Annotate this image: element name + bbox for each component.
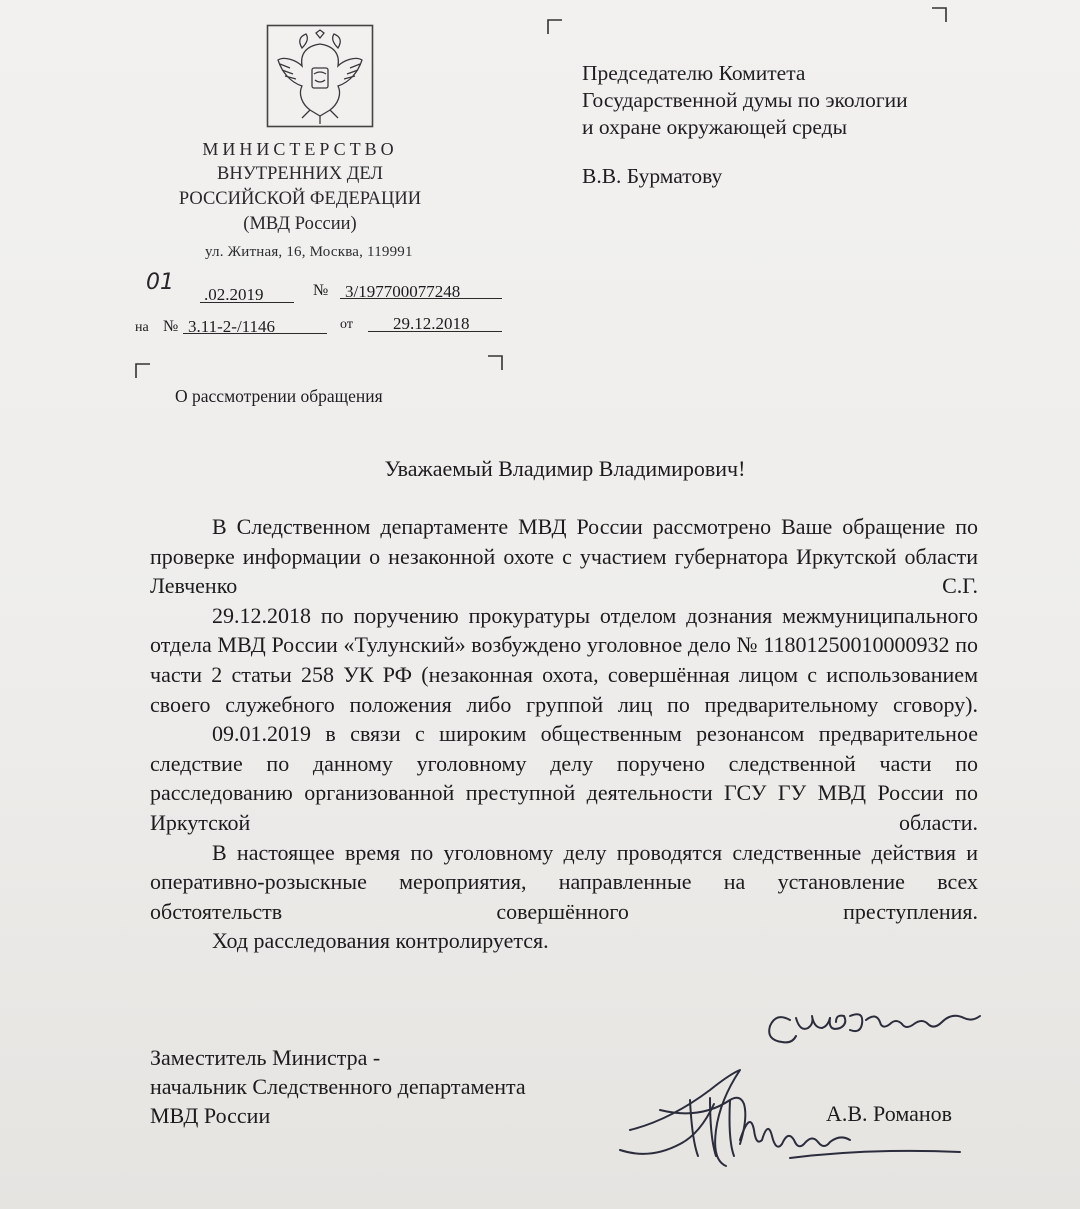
in-reply-prefix: на bbox=[135, 320, 149, 335]
ministry-line: (МВД России) bbox=[243, 214, 357, 234]
in-reply-date-underline bbox=[368, 331, 502, 332]
ministry-address: ул. Житная, 16, Москва, 119991 bbox=[205, 244, 413, 260]
corner-mark-top-right bbox=[932, 6, 948, 22]
corner-mark-subject-right bbox=[488, 354, 504, 370]
body-paragraph: 29.12.2018 по поручению прокуратуры отделом дознания межмуниципального отдела МВД России «Тулунский» возбуждено уголовное дело № 11801250010000932 по части 2 статьи 258 УК РФ (незаконная охота, совершённая лицом с использованием своего служебного положения либо группой лиц по предварительному сговору). bbox=[150, 602, 978, 717]
registration-number-underline bbox=[340, 298, 502, 299]
ministry-line: ВНУТРЕННИХ ДЕЛ bbox=[217, 164, 383, 184]
addressee-name: В.В. Бурматову bbox=[582, 164, 723, 188]
in-reply-number-sign: № bbox=[163, 318, 179, 335]
letter-body bbox=[150, 512, 978, 956]
in-reply-date: 29.12.2018 bbox=[393, 314, 470, 333]
in-reply-number: 3.11-2-/1146 bbox=[188, 317, 276, 336]
registration-day-handwritten: 01 bbox=[146, 270, 174, 295]
letter-subject: О рассмотрении обращения bbox=[175, 386, 383, 406]
body-paragraph: Ход расследования контролируется. bbox=[212, 928, 549, 954]
ministry-line: МИНИСТЕРСТВО bbox=[202, 139, 398, 159]
signatory-title-line: начальник Следственного департамента bbox=[150, 1074, 526, 1099]
addressee-line: Государственной думы по экологии bbox=[582, 88, 908, 112]
handwritten-signature bbox=[600, 990, 1030, 1190]
addressee-line: Председателю Комитета bbox=[582, 61, 806, 85]
signatory-title-line: Заместитель Министра - bbox=[150, 1045, 381, 1070]
ministry-name bbox=[150, 137, 450, 237]
ministry-line: РОССИЙСКОЙ ФЕДЕРАЦИИ bbox=[178, 189, 422, 209]
registration-date-underline bbox=[200, 302, 294, 303]
addressee-block bbox=[582, 60, 908, 190]
addressee-line: и охране окружающей среды bbox=[582, 115, 848, 139]
registration-date: .02.2019 bbox=[204, 285, 264, 304]
corner-mark-top-left bbox=[546, 18, 562, 34]
body-paragraph: В Следственном департаменте МВД России рассмотрено Ваше обращение по проверке информации о незаконной охоте с участием губернатора Иркутской области Левченко С.Г. bbox=[150, 514, 978, 599]
body-paragraph: В настоящее время по уголовному делу проводятся следственные действия и оперативно-розыскные мероприятия, направленные на установление всех обстоятельств совершённого преступления. bbox=[150, 839, 978, 924]
signatory-title bbox=[150, 1043, 526, 1130]
in-reply-number-underline bbox=[183, 333, 327, 334]
registration-number: 3/197700077248 bbox=[345, 282, 461, 301]
corner-mark-subject-left bbox=[134, 362, 150, 378]
signatory-name: А.В. Романов bbox=[826, 1101, 953, 1126]
body-paragraph: 09.01.2019 в связи с широким общественным резонансом предварительное следствие по данному уголовному делу поручено следственной части по расследованию организованной преступной деятельности ГСУ ГУ МВД России по Иркутской области. bbox=[150, 721, 978, 835]
salutation: Уважаемый Владимир Владимирович! bbox=[384, 456, 746, 481]
registration-number-sign: № bbox=[313, 282, 329, 299]
in-reply-from-label: от bbox=[340, 317, 353, 332]
coat-of-arms-emblem bbox=[266, 24, 374, 128]
signatory-title-line: МВД России bbox=[150, 1103, 271, 1128]
